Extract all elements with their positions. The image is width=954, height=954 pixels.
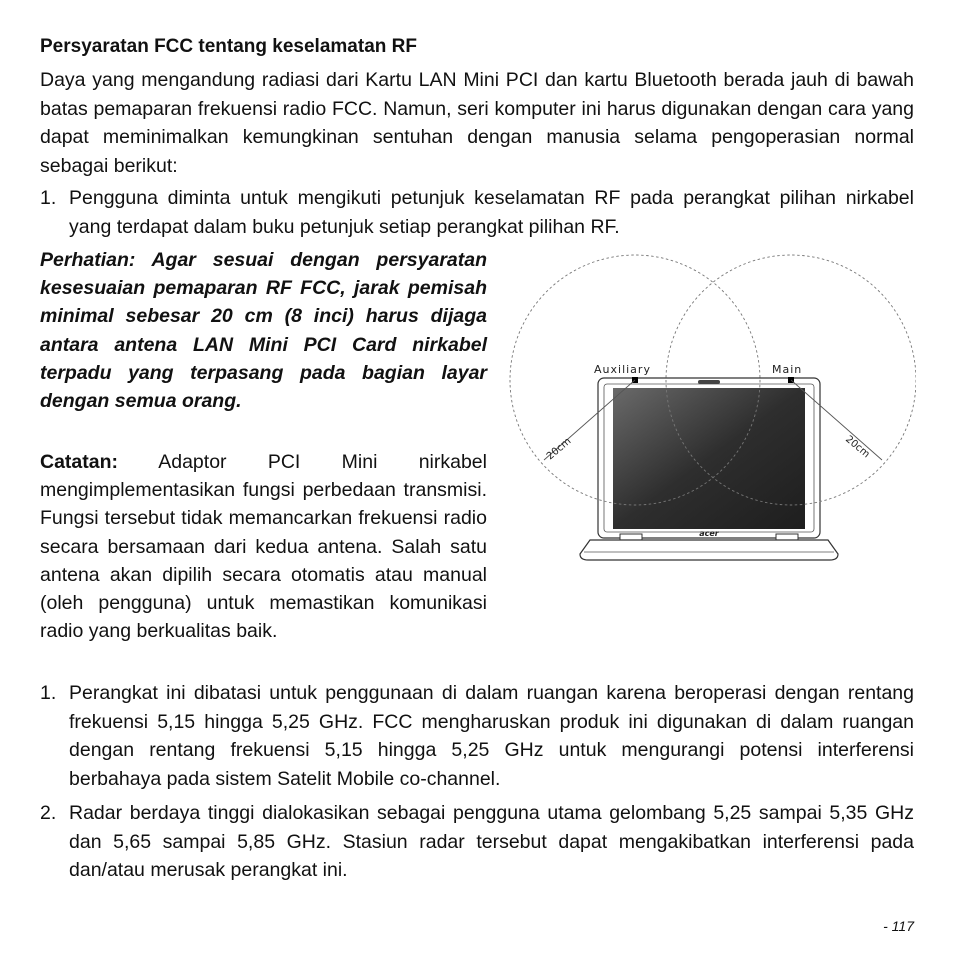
brand-logo: acer — [699, 529, 719, 538]
catatan-paragraph — [40, 448, 487, 645]
list-1 — [40, 184, 914, 241]
screen-shading — [613, 388, 805, 529]
list-item — [40, 679, 914, 793]
list-2 — [40, 679, 914, 891]
laptop-antenna-diagram — [504, 252, 916, 570]
main-label: Main — [772, 363, 803, 376]
list-item — [40, 799, 914, 885]
list-number: 1. — [40, 682, 57, 704]
antenna-figure — [504, 252, 916, 570]
list-item — [40, 184, 914, 241]
webcam-icon — [698, 380, 720, 384]
list-text: Pengguna diminta untuk mengikuti petunjuk keselamatan RF pada perangkat pilihan nirkabel yang terdapat dalam buku petunjuk setiap perangkat pilihan RF. — [69, 187, 914, 238]
list-text: Radar berdaya tinggi dialokasikan sebagai pengguna utama gelombang 5,25 sampai 5,35 GHz dan 5,65 sampai 5,85 GHz. Stasiun radar tersebut dapat mengakibatkan interferensi pada dan/atau merusak perangkat ini. — [69, 802, 914, 881]
warning-note: Perhatian: Agar sesuai dengan persyaratan kesesuaian pemaparan RF FCC, jarak pemisah minimal sebesar 20 cm (8 inci) harus dijaga antara antena LAN Mini PCI Card nirkabel terpadu yang terpasang pada bagian layar dengan semua orang. — [40, 249, 487, 413]
list-number: 1. — [40, 187, 57, 209]
right-distance-label: 20cm — [843, 433, 872, 461]
laptop-base — [580, 540, 838, 560]
auxiliary-label: Auxiliary — [594, 363, 651, 376]
section-heading: Persyaratan FCC tentang keselamatan RF — [40, 36, 417, 57]
left-distance-label: 20cm — [544, 435, 574, 463]
list-text: Perangkat ini dibatasi untuk penggunaan di dalam ruangan karena beroperasi dengan rentang frekuensi 5,15 hingga 5,25 GHz. FCC mengharuskan produk ini digunakan di dalam ruangan dengan rentang frekuensi 5,15 hingga 5,25 GHz untuk mengurangi potensi interferensi berbahaya pada sistem Satelit Mobile co-channel. — [69, 682, 914, 790]
intro-paragraph: Daya yang mengandung radiasi dari Kartu LAN Mini PCI dan kartu Bluetooth berada jauh di bawah batas pemaparan frekuensi radio FCC. Namun, seri komputer ini harus digunakan dengan cara yang dapat meminimalkan kemungkinan sentuhan dengan manusia selama pengoperasian normal sebagai berikut: — [40, 69, 914, 177]
page-number: - 117 — [883, 918, 914, 934]
list-number: 2. — [40, 802, 57, 824]
catatan-text: Adaptor PCI Mini nirkabel mengimplementasikan fungsi perbedaan transmisi. Fungsi tersebut tidak memancarkan frekuensi radio secara bersamaan dari kedua antena. Salah satu antena akan dipilih secara otomatis atau manual (oleh pengguna) untuk memastikan komunikasi radio yang berkualitas baik. — [40, 451, 487, 643]
catatan-label: Catatan: — [40, 451, 119, 473]
